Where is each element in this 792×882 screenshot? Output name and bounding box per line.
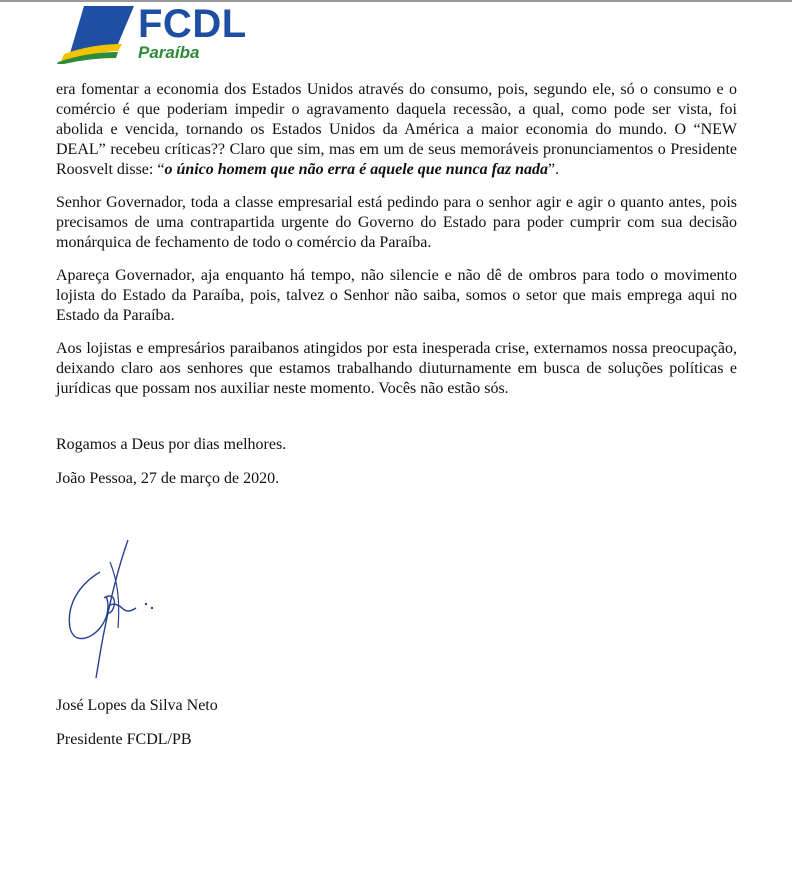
logo-mark-icon [56,4,136,64]
paragraph-1-text: era fomentar a economia dos Estados Unidos através do consumo, pois, segundo ele, só o consumo e o comércio é que poderiam impedir o agravamento daquela recessão, a qual, como pode ser vista, foi abolida e vencida, tornando os Estados Unidos da América a maior economia do mundo. O “NEW DEAL” recebeu críticas?? Claro que sim, mas em um de seus memoráveis pronunciamentos o Presidente Roosvelt disse: “ [56,81,737,178]
logo-org-name: FCDL [138,2,247,46]
paragraph-2: Senhor Governador, toda a classe empresarial está pedindo para o senhor agir e agir o quanto antes, pois precisamos de uma contrapartida urgente do Governo do Estado para poder cumprir com sua decisão monárquica de fechamento de todo o comércio da Paraíba. [56,194,737,251]
signer-name: José Lopes da Silva Neto [56,697,218,714]
roosevelt-quote: o único homem que não erra é aquele que nunca faz nada [164,161,549,178]
handwritten-signature [60,532,170,680]
top-divider [0,0,792,2]
date-line: João Pessoa, 27 de março de 2020. [56,470,280,487]
paragraph-3: Apareça Governador, aja enquanto há tempo, não silencie e não dê de ombros para todo o movimento lojista do Estado da Paraíba, pois, talvez o Senhor não saiba, somos o setor que mais emprega aqui no Estado da Paraíba. [56,267,737,324]
letter-body [56,80,737,412]
signer-role: Presidente FCDL/PB [56,731,192,748]
closing-line: Rogamos a Deus por dias melhores. [56,436,287,453]
logo-state-name: Paraíba [138,43,200,62]
paragraph-1 [56,80,737,180]
paragraph-1-end: ”. [548,161,560,178]
fcdl-logo [56,4,256,64]
paragraph-4: Aos lojistas e empresários paraibanos atingidos por esta inesperada crise, externamos nossa preocupação, deixando claro aos senhores que estamos trabalhando diuturnamente em busca de soluções políticas e jurídicas que possam nos auxiliar neste momento. Vocês não estão sós. [56,340,737,397]
